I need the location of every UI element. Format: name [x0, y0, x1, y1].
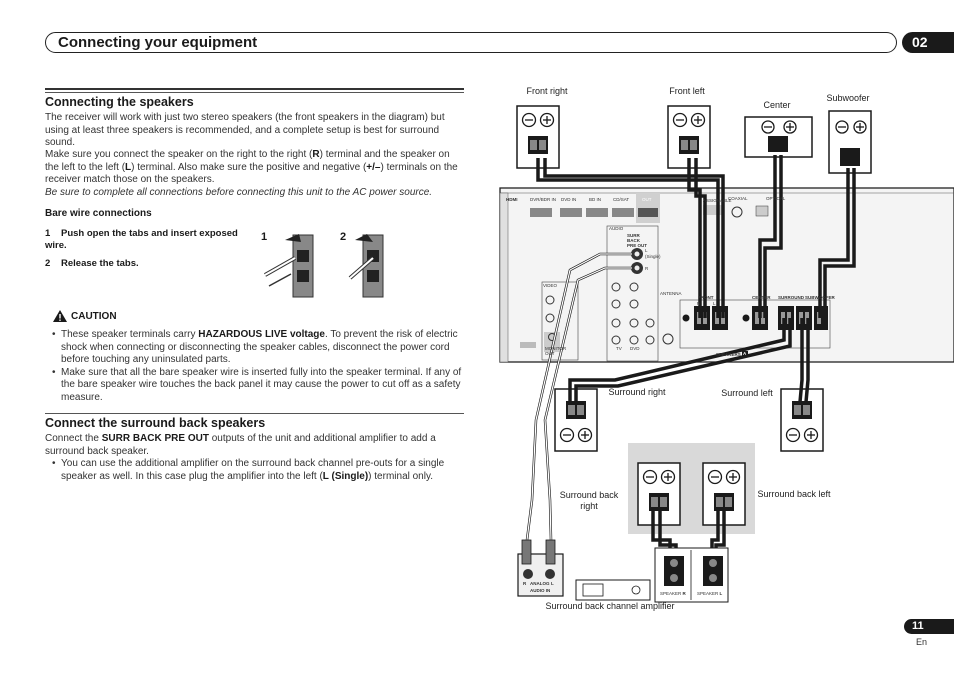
label-front-left: Front left [669, 86, 705, 96]
panel-center-label: CENTER [752, 295, 771, 300]
step-1: 1 Push open the tabs and insert exposed wire. [45, 228, 238, 251]
panel-l-label: L [645, 248, 648, 253]
panel-monitor-out-label: MONITOR OUT [545, 346, 567, 356]
panel-speakers-label: SPEAKERS [716, 352, 741, 357]
label-surround-right: Surround right [608, 387, 666, 397]
section-heading: Connecting the speakers [45, 95, 194, 109]
section-heading: Connect the surround back speakers [45, 416, 266, 430]
figure-step-2-label: 2 [340, 231, 347, 243]
panel-antenna-label: ANTENNA [660, 291, 682, 296]
panel-hdmi-label: HDMI [506, 197, 518, 202]
panel-subwoofer-label: SUBWOOFER [805, 295, 835, 300]
connection-paragraph: Make sure you connect the speaker on the right to the right (R) terminal and the speaker on the left to the left (L) terminal. Also make sure the positive and negative (+/–) terminals on the receiver match those on the speakers. [45, 149, 458, 185]
label-surround-back-left: Surround back left [757, 489, 831, 499]
label-amplifier: Surround back channel amplifier [545, 601, 675, 611]
panel-speakers-a-label: A [743, 351, 747, 356]
panel-cd-sat-label: CD/SAT [613, 197, 630, 202]
amp-r-label: R [523, 581, 527, 586]
panel-coaxial-label: COAXIAL [728, 196, 748, 201]
language-label: En [916, 637, 928, 647]
panel-dvd-in-label: DVD IN [561, 197, 577, 202]
bare-wire-heading: Bare wire connections [45, 208, 152, 219]
panel-front-l-label: L [713, 301, 716, 306]
amp-speaker-l-label: SPEAKER L [697, 591, 723, 596]
label-front-right: Front right [526, 86, 568, 96]
surround-back-paragraph: Connect the SURR BACK PRE OUT outputs of the unit and additional amplifier to add a surround back speaker. [45, 433, 436, 457]
panel-video-label: VIDEO [543, 283, 558, 288]
panel-r-label: R [645, 266, 649, 271]
panel-bd-in-label: BD IN [589, 197, 602, 202]
amp-audio-in-label: AUDIO IN [530, 588, 551, 593]
intro-paragraph: The receiver will work with just two stereo speakers (the front speakers in the diagram) but using at least three speakers is recommended, and a complete setup is best for surround sound. [45, 112, 445, 148]
page-title: Connecting your equipment [58, 34, 258, 51]
panel-surround-label: SURROUND [778, 295, 805, 300]
step-2: 2 Release the tabs. [45, 258, 139, 269]
label-surround-left: Surround left [721, 388, 773, 398]
panel-out-label: OUT [642, 197, 652, 202]
panel-dvd-label: DVD [630, 346, 640, 351]
panel-surr-back-pre-out-label: SURR BACK PRE OUT [627, 233, 648, 248]
label-center: Center [763, 100, 791, 110]
amp-speaker-r-label: SPEAKER R [660, 591, 686, 596]
subwoofer-speaker [829, 111, 871, 173]
amp-analog-label: ANALOG [530, 581, 550, 586]
page-number: 11 [904, 619, 954, 634]
panel-assignable-label: ASSIGNABLE [703, 198, 732, 203]
center-speaker [745, 117, 812, 157]
figure-step-1-label: 1 [261, 231, 268, 243]
panel-optical-label: OPTICAL [766, 196, 786, 201]
panel-front-label: FRONT [698, 295, 714, 300]
caution-label: CAUTION [71, 310, 117, 322]
label-surround-back-right: Surround back right [559, 490, 619, 511]
amp-l-label: L [551, 581, 554, 586]
panel-tv-label: TV [616, 346, 622, 351]
label-subwoofer: Subwoofer [826, 93, 870, 103]
caution-bullet: • Make sure that all the bare speaker wire is inserted fully into the speaker terminal. If any of the bare speaker wire touches the back panel it may cause the power to cut off as a safety measure. [53, 367, 465, 405]
chapter-badge: 02 [902, 32, 954, 53]
surround-back-bullet: • You can use the additional amplifier on the surround back channel pre-outs for a single speaker as well. In this case plug the amplifier into the left (L (Single)) terminal only. [53, 458, 465, 483]
amplifier-icon [576, 580, 650, 600]
panel-single-label: (Single) [645, 254, 661, 259]
panel-front-r-label: R [697, 301, 701, 306]
caution-bullet: • These speaker terminals carry HAZARDOUS LIVE voltage. To prevent the risk of electric shock when connecting or disconnecting the speaker cables, disconnect the power cord before touching any uninsulated parts. [53, 329, 465, 367]
panel-audio-label: AUDIO [609, 226, 624, 231]
panel-dvr-bdr-label: DVR/BDR IN [530, 197, 557, 202]
warning-paragraph: Be sure to complete all connections before connecting this unit to the AC power source. [45, 187, 433, 198]
